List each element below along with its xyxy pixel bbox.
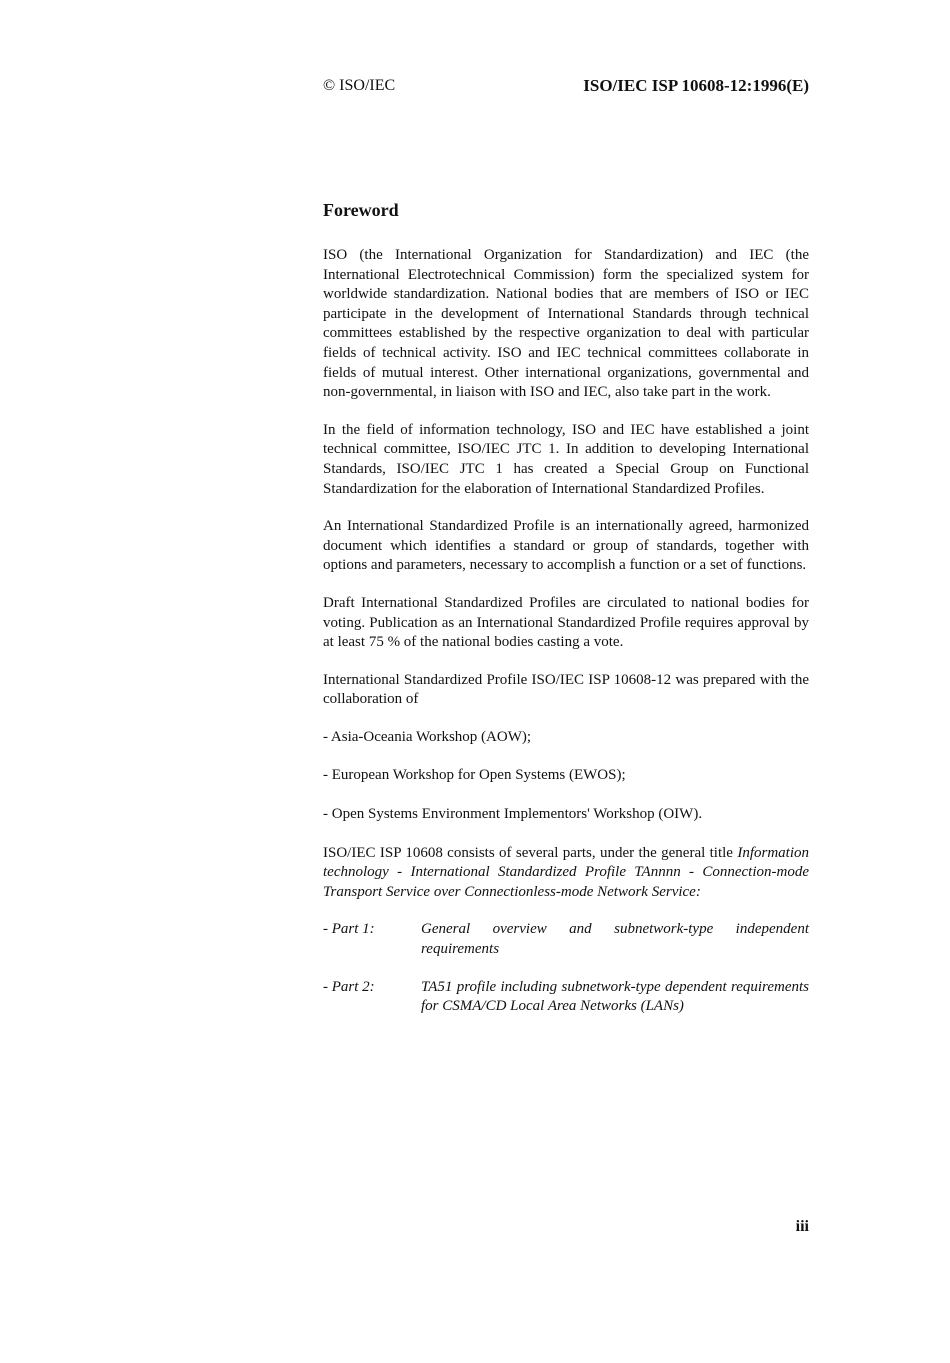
paragraph: An International Standardized Profile is an internationally agreed, harmonized document which identifies a standard or group of standards, together with options and parameters, necessary to accomplish a function or a set of functions. (323, 518, 809, 574)
part-entry (323, 978, 809, 1017)
foreword-body (323, 246, 809, 1035)
parts-intro: ISO/IEC ISP 10608 consists of several parts, under the general title (323, 844, 733, 861)
paragraph: Draft International Standardized Profiles are circulated to national bodies for voting. Publication as an International Standardized Profile requires approval by at least 75 % of the national bodies casting a vote. (323, 594, 809, 651)
page-title: Foreword (323, 200, 399, 220)
part-entry (323, 920, 809, 959)
paragraph: In the field of information technology, ISO and IEC have established a joint technical committee, ISO/IEC JTC 1. In addition to developing International Standards, ISO/IEC JTC 1 has created a Special Group on Functional Standardization for the elaboration of International Standardized Profiles. (323, 421, 809, 497)
list-item: - Asia-Oceania Workshop (AOW); (323, 728, 532, 745)
parts-paragraph (323, 844, 809, 903)
paragraph: International Standardized Profile ISO/IEC ISP 10608-12 was prepared with the collaboration of (323, 671, 809, 708)
parts-general-title: Information technology - International Standardized Profile TAnnnn - Connection-mode Transport Service over Connectionless-mode Network Service: (323, 844, 809, 900)
header-document-id: ISO/IEC ISP 10608-12:1996(E) (583, 76, 809, 95)
header-copyright: © ISO/IEC (323, 77, 396, 94)
paragraph: ISO (the International Organization for Standardization) and IEC (the International Electrotechnical Commission) form the specialized system for worldwide standardization. National bodies that are members of ISO or IEC participate in the development of International Standards through technical committees established by the respective organization to deal with particular fields of technical activity. ISO and IEC technical committees collaborate in fields of mutual interest. Other international organizations, governmental and non-governmental, in liaison with ISO and IEC, also take part in the work. (323, 247, 809, 401)
part-description: General overview and subnetwork-type independent requirements (421, 921, 809, 958)
part-label: - Part 1: (323, 921, 375, 938)
list-item: - European Workshop for Open Systems (EWOS); (323, 767, 626, 784)
list-item: - Open Systems Environment Implementors' Workshop (OIW). (323, 806, 703, 823)
part-label: - Part 2: (323, 978, 375, 995)
page-number: iii (795, 1218, 809, 1235)
part-description: TA51 profile including subnetwork-type dependent requirements for CSMA/CD Local Area Networks (LANs) (421, 978, 809, 1015)
